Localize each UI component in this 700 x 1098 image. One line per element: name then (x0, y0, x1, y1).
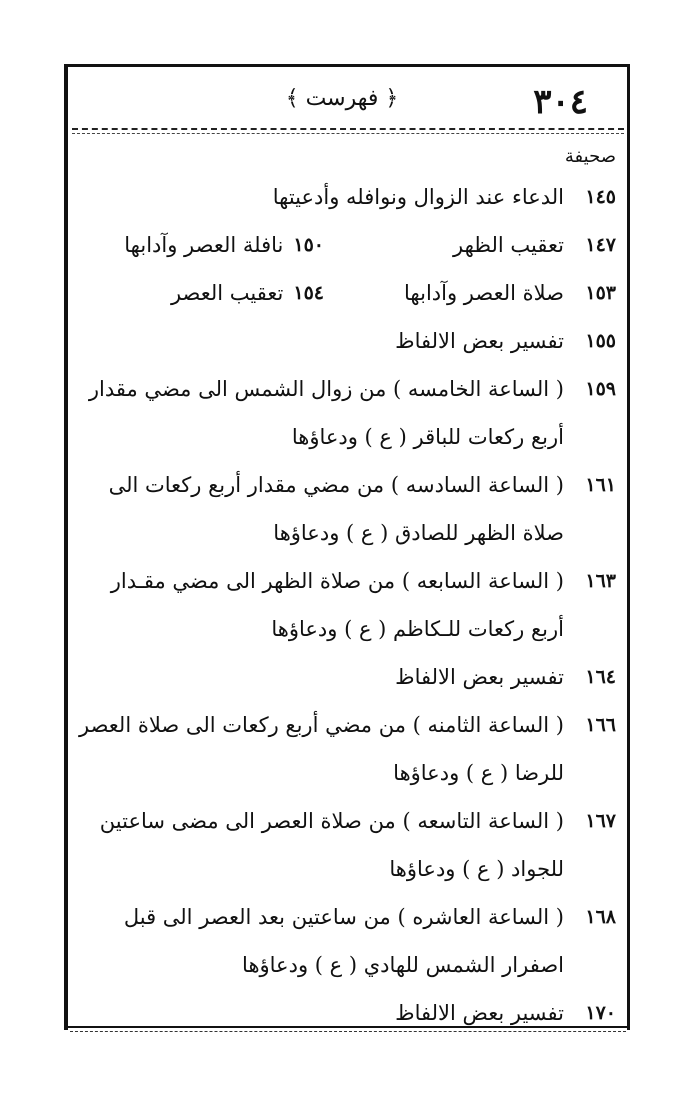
entry-text-group (76, 221, 564, 269)
entry-page-number: ١٤٥ (585, 186, 616, 208)
entry-text: تفسير بعض الالفاظ (395, 665, 564, 689)
entry-text: تعقيب العصر (170, 281, 284, 305)
index-content (76, 140, 616, 1037)
entry-page-number: ١٥٤ (293, 282, 324, 304)
column-label: صحيفة (564, 146, 616, 167)
entry-page-number: ١٦٦ (585, 714, 616, 736)
entry-text: تعقيب الظهر (453, 233, 564, 257)
entry-text: ( الساعة التاسعه ) من صلاة العصر الى مضى ساعتين للجواد ( ع ) ودعاؤها (99, 809, 564, 881)
index-entry (76, 269, 616, 317)
header-rule (72, 128, 624, 130)
frame-border-left (64, 64, 68, 1030)
index-entry (76, 317, 616, 365)
entry-text: ( الساعة السابعه ) من صلاة الظهر الى مضي مقـدار أربع ركعات للـكاظم ( ع ) ودعاؤها (110, 569, 564, 641)
frame-border-right (627, 64, 630, 1030)
index-entry (76, 989, 616, 1037)
entry-text: تفسير بعض الالفاظ (395, 1001, 564, 1025)
entry-text: ( الساعة العاشره ) من ساعتين بعد العصر الى قبل اصفرار الشمس للهادي ( ع ) ودعاؤها (123, 905, 564, 977)
page-header (72, 74, 624, 130)
entry-page-number: ١٦١ (585, 474, 616, 496)
header-rule-inner (72, 133, 624, 134)
entry-text: ( الساعة الخامسه ) من زوال الشمس الى مضي مقدار أربع ركعات للباقر ( ع ) ودعاؤها (88, 377, 564, 449)
entry-page-number: ١٦٤ (585, 666, 616, 688)
index-entry (76, 557, 616, 653)
entry-text: ( الساعة الثامنه ) من مضي أربع ركعات الى صلاة العصر للرضا ( ع ) ودعاؤها (79, 713, 564, 785)
index-entry (76, 461, 616, 557)
running-title: ﴿ فهرست ﴾ (285, 86, 399, 111)
entry-page-number: ١٥٩ (585, 378, 616, 400)
frame-border-top (64, 64, 630, 67)
entry-text: صلاة العصر وآدابها (404, 281, 564, 305)
index-entry (76, 173, 616, 221)
index-entry (76, 653, 616, 701)
entry-page-number: ١٥٣ (585, 282, 616, 304)
entry-page-number: ١٦٨ (585, 906, 616, 928)
index-entry (76, 365, 616, 461)
entry-text: الدعاء عند الزوال ونوافله وأدعيتها (272, 185, 564, 209)
entry-page-number: ١٧٠ (585, 1002, 616, 1024)
entry-page-number: ١٥٠ (293, 234, 324, 256)
entry-text: ( الساعة السادسه ) من مضي مقدار أربع ركعات الى صلاة الظهر للصادق ( ع ) ودعاؤها (108, 473, 564, 545)
entry-page-number: ١٤٧ (585, 234, 616, 256)
index-entry (76, 701, 616, 797)
entry-text: نافلة العصر وآدابها (124, 233, 284, 257)
index-entry (76, 797, 616, 893)
entry-page-number: ١٦٧ (585, 810, 616, 832)
entry-page-number: ١٦٣ (585, 570, 616, 592)
index-entry (76, 221, 616, 269)
entry-text: تفسير بعض الالفاظ (395, 329, 564, 353)
index-entry (76, 893, 616, 989)
entry-page-number: ١٥٥ (585, 330, 616, 352)
page-number: ٣٠٤ (533, 82, 588, 122)
entry-text-group (76, 269, 564, 317)
